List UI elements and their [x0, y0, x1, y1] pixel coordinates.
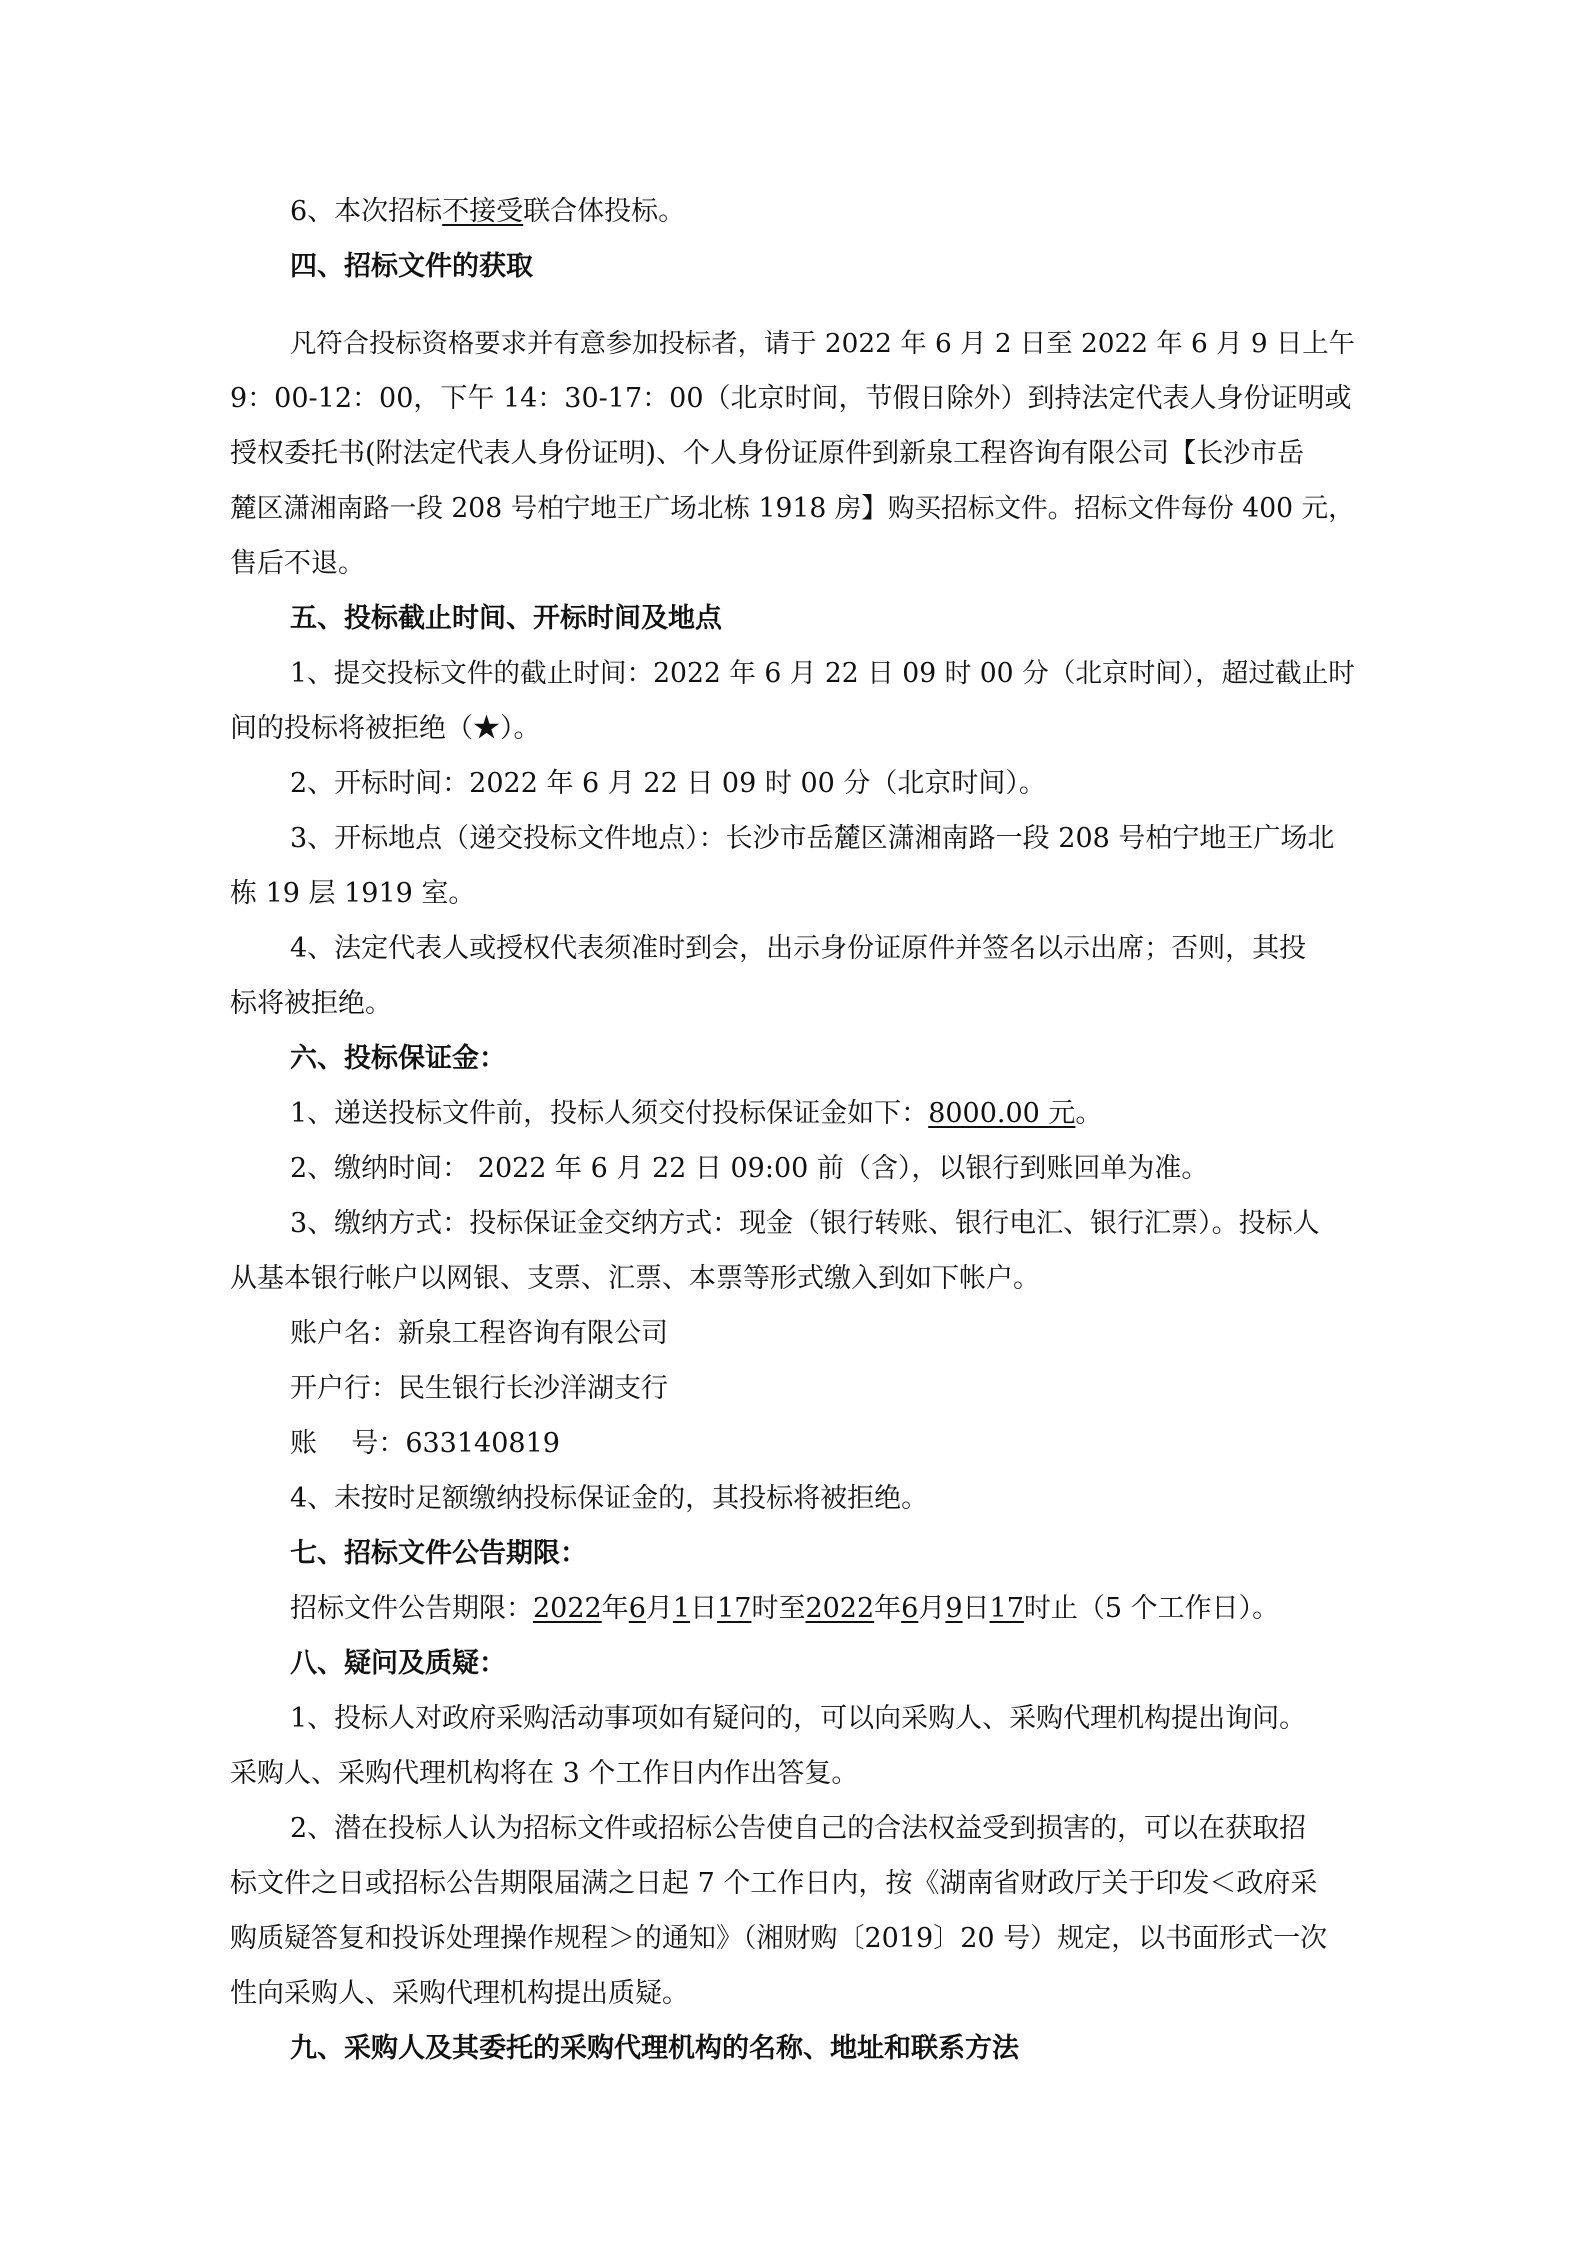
sec5-item-line: 栋 19 层 1919 室。 [230, 878, 476, 909]
sec5-item-line: 2、开标时间：2022 年 6 月 22 日 09 时 00 分（北京时间）。 [290, 768, 1046, 799]
sec5-item-line: 4、法定代表人或授权代表须准时到会，出示身份证原件并签名以示出席；否则，其投 [290, 933, 1307, 964]
sec5-item-line: 3、开标地点（递交投标文件地点）：长沙市岳麓区潇湘南路一段 208 号柏宁地王广场北 [290, 823, 1335, 854]
sec6-item-1: 1、递送投标文件前，投标人须交付投标保证金如下：8000.00 元。 [290, 1098, 1103, 1129]
sec4-para-line: 9：00-12：00，下午 14：30-17：00（北京时间，节假日除外）到持法定代表人身份证明或 [230, 383, 1352, 414]
sec6-item-line: 3、缴纳方式：投标保证金交纳方式：现金（银行转账、银行电汇、银行汇票）。投标人 [290, 1208, 1320, 1239]
sec4-para-line: 麓区潇湘南路一段 208 号柏宁地王广场北栋 1918 房】购买招标文件。招标文件每份 400 元， [230, 493, 1355, 524]
section-8-heading: 八、疑问及质疑： [290, 1648, 506, 1679]
notice-period-line: 招标文件公告期限：2022年6月1日17时至2022年6月9日17时止（5 个工作日）。 [290, 1593, 1280, 1624]
sec8-item-line: 性向采购人、采购代理机构提出质疑。 [230, 1978, 689, 2009]
sec4-para-line: 授权委托书(附法定代表人身份证明)、个人身份证原件到新泉工程咨询有限公司【长沙市岳 [230, 438, 1305, 469]
section-4-heading: 四、招标文件的获取 [290, 251, 533, 282]
sec8-item-line: 2、潜在投标人认为招标文件或招标公告使自己的合法权益受到损害的，可以在获取招 [290, 1813, 1307, 1844]
sec4-para-line: 凡符合投标资格要求并有意参加投标者，请于 2022 年 6 月 2 日至 2022 年 6 月 9 日上午 [290, 329, 1355, 359]
bank-name: 开户行：民生银行长沙洋湖支行 [290, 1373, 668, 1404]
sec6-item-line: 2、缴纳时间： 2022 年 6 月 22 日 09:00 前（含），以银行到账回单为准。 [290, 1153, 1209, 1184]
sec4-para-line: 售后不退。 [230, 548, 365, 579]
sec6-item-line: 从基本银行帐户以网银、支票、汇票、本票等形式缴入到如下帐户。 [230, 1263, 1040, 1294]
sec5-item-line: 间的投标将被拒绝（★）。 [230, 713, 541, 744]
account-number: 账 号：633140819 [290, 1428, 560, 1459]
sec8-item-line: 采购人、采购代理机构将在 3 个工作日内作出答复。 [230, 1758, 859, 1789]
sec8-item-line: 购质疑答复和投诉处理操作规程＞的通知》（湘财购〔2019〕20 号）规定，以书面形式一次 [230, 1923, 1328, 1954]
section-7-heading: 七、招标文件公告期限： [290, 1538, 587, 1569]
account-name: 账户名：新泉工程咨询有限公司 [290, 1318, 668, 1349]
section-9-heading: 九、采购人及其委托的采购代理机构的名称、地址和联系方法 [290, 2033, 1019, 2064]
item-6: 6、本次招标不接受联合体投标。 [290, 196, 686, 227]
sec8-item-line: 标文件之日或招标公告期限届满之日起 7 个工作日内，按《湖南省财政厅关于印发＜政府采 [230, 1868, 1318, 1899]
deposit-amount: 8000.00 元 [928, 1098, 1076, 1129]
sec5-item-line: 标将被拒绝。 [230, 988, 392, 1019]
sec5-item-line: 1、提交投标文件的截止时间：2022 年 6 月 22 日 09 时 00 分（北京时间），超过截止时 [290, 658, 1355, 689]
section-6-heading: 六、投标保证金： [290, 1043, 506, 1074]
sec8-item-line: 1、投标人对政府采购活动事项如有疑问的，可以向采购人、采购代理机构提出询问。 [290, 1703, 1307, 1734]
sec6-item-line: 4、未按时足额缴纳投标保证金的，其投标将被拒绝。 [290, 1483, 929, 1514]
underlined-text: 不接受 [442, 196, 524, 227]
section-5-heading: 五、投标截止时间、开标时间及地点 [290, 603, 722, 634]
